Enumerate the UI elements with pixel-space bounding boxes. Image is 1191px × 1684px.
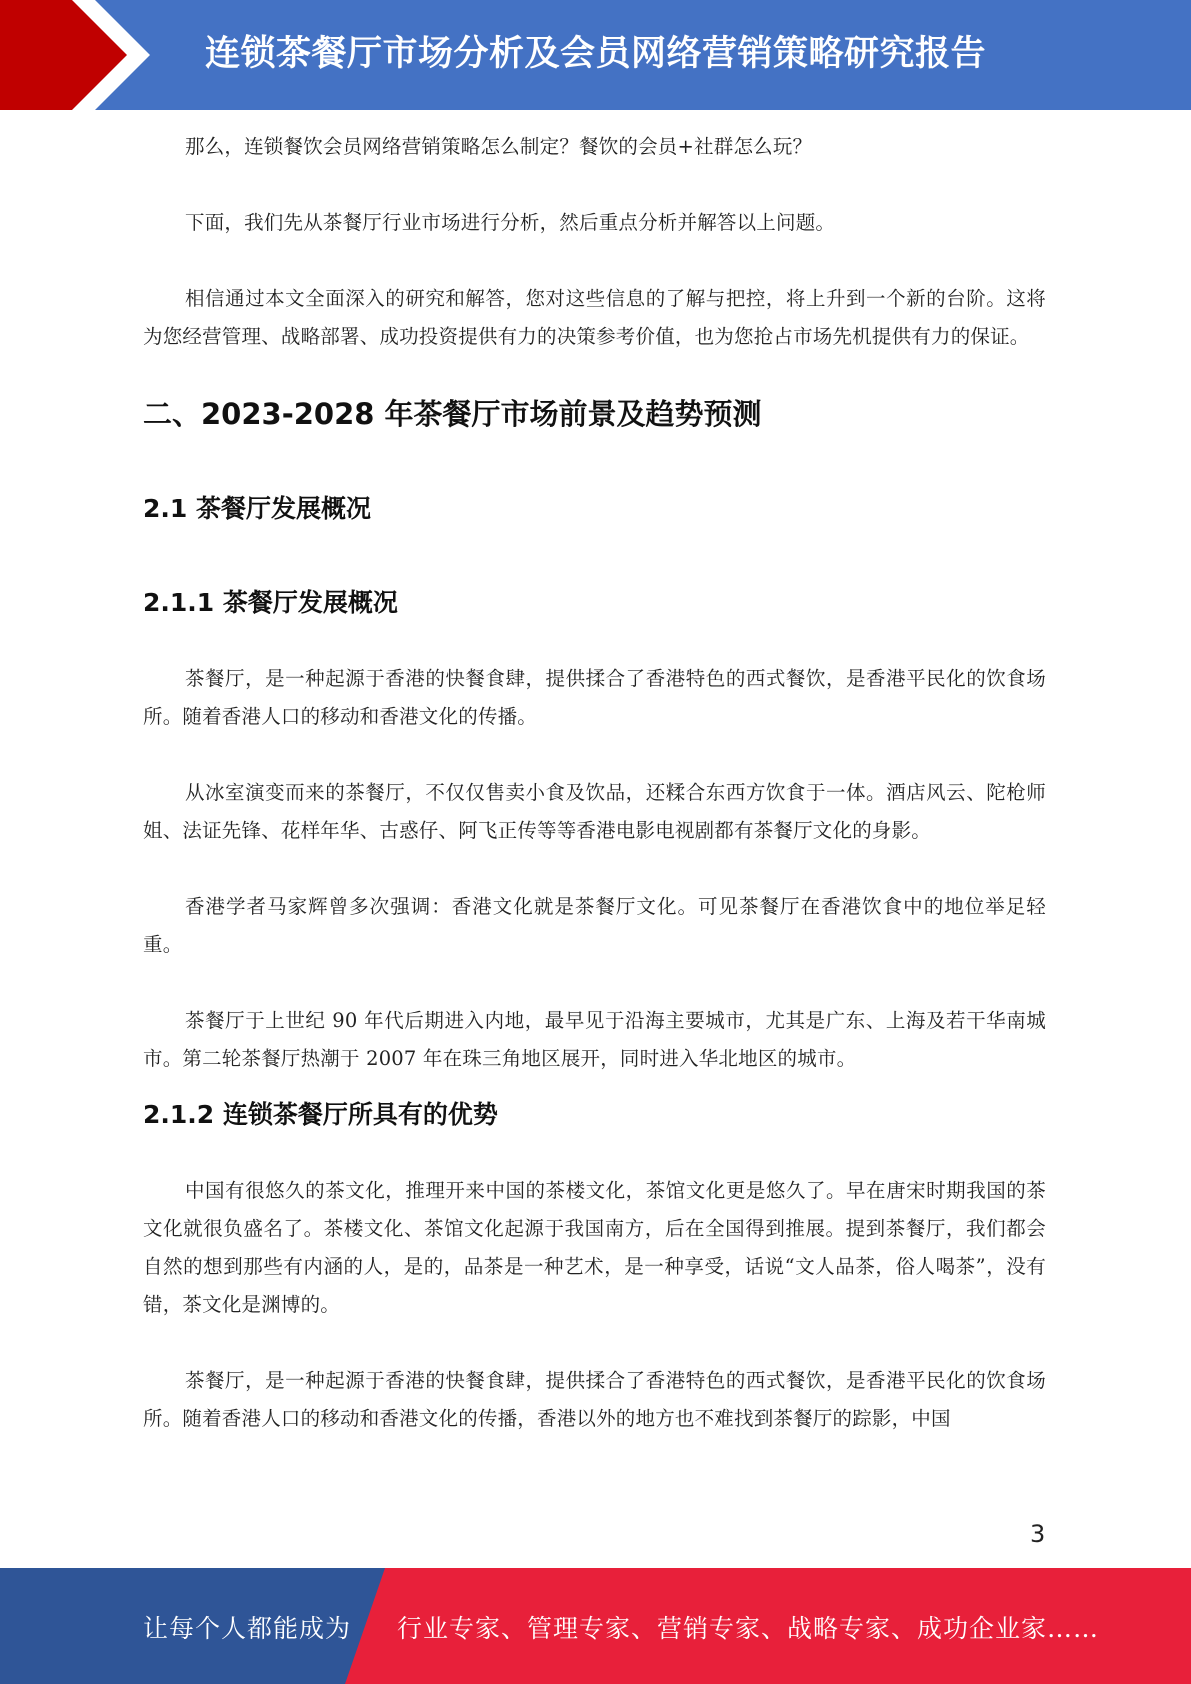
subsubsection-heading-2: 2.1.2 连锁茶餐厅所具有的优势 [143, 1100, 498, 1129]
subsubsection-heading-1: 2.1.1 茶餐厅发展概况 [143, 588, 398, 617]
intro-paragraph-1: 那么，连锁餐饮会员网络营销策略怎么制定？餐饮的会员+社群怎么玩？ [185, 135, 813, 158]
page-content [143, 128, 1046, 1476]
paragraph-2-1-1-d: 茶餐厅于上世纪 90 年代后期进入内地，最早见于沿海主要城市，尤其是广东、上海及若干华南城市。第二轮茶餐厅热潮于 2007 年在珠三角地区展开，同时进入华北地区的城市。 [143, 1009, 1046, 1070]
page-number: 3 [1030, 1520, 1046, 1548]
section-heading: 二、2023-2028 年茶餐厅市场前景及趋势预测 [143, 397, 762, 431]
paragraph-2-1-2-a: 中国有很悠久的茶文化，推理开来中国的茶楼文化，茶馆文化更是悠久了。早在唐宋时期我国的茶文化就很负盛名了。茶楼文化、茶馆文化起源于我国南方，后在全国得到推展。提到茶餐厅，我们都会自然的想到那些有内涵的人，是的，品茶是一种艺术，是一种享受，话说“文人品茶，俗人喝茶”，没有错，茶文化是渊博的。 [143, 1179, 1046, 1316]
page-footer [0, 1568, 1191, 1684]
intro-paragraph-3: 相信通过本文全面深入的研究和解答，您对这些信息的了解与把控，将上升到一个新的台阶。这将为您经营管理、战略部署、成功投资提供有力的决策参考价值，也为您抢占市场先机提供有力的保证。 [143, 287, 1046, 348]
subsection-heading: 2.1 茶餐厅发展概况 [143, 494, 371, 523]
page-header [0, 0, 1191, 110]
report-title: 连锁茶餐厅市场分析及会员网络营销策略研究报告 [205, 34, 987, 74]
intro-paragraph-2: 下面，我们先从茶餐厅行业市场进行分析，然后重点分析并解答以上问题。 [185, 211, 836, 234]
paragraph-2-1-1-a: 茶餐厅，是一种起源于香港的快餐食肆，提供揉合了香港特色的西式餐饮，是香港平民化的饮食场所。随着香港人口的移动和香港文化的传播。 [143, 667, 1046, 728]
paragraph-2-1-1-b: 从冰室演变而来的茶餐厅，不仅仅售卖小食及饮品，还糅合东西方饮食于一体。酒店风云、陀枪师姐、法证先锋、花样年华、古惑仔、阿飞正传等等香港电影电视剧都有茶餐厅文化的身影。 [143, 781, 1046, 842]
footer-slogan-left: 让每个人都能成为 [143, 1614, 352, 1643]
paragraph-2-1-2-b: 茶餐厅，是一种起源于香港的快餐食肆，提供揉合了香港特色的西式餐饮，是香港平民化的饮食场所。随着香港人口的移动和香港文化的传播，香港以外的地方也不难找到茶餐厅的踪影，中国 [143, 1369, 1046, 1430]
footer-slogan-right: 行业专家、管理专家、营销专家、战略专家、成功企业家…… [397, 1614, 1100, 1643]
paragraph-2-1-1-c: 香港学者马家辉曾多次强调：香港文化就是茶餐厅文化。可见茶餐厅在香港饮食中的地位举足轻重。 [143, 895, 1046, 956]
